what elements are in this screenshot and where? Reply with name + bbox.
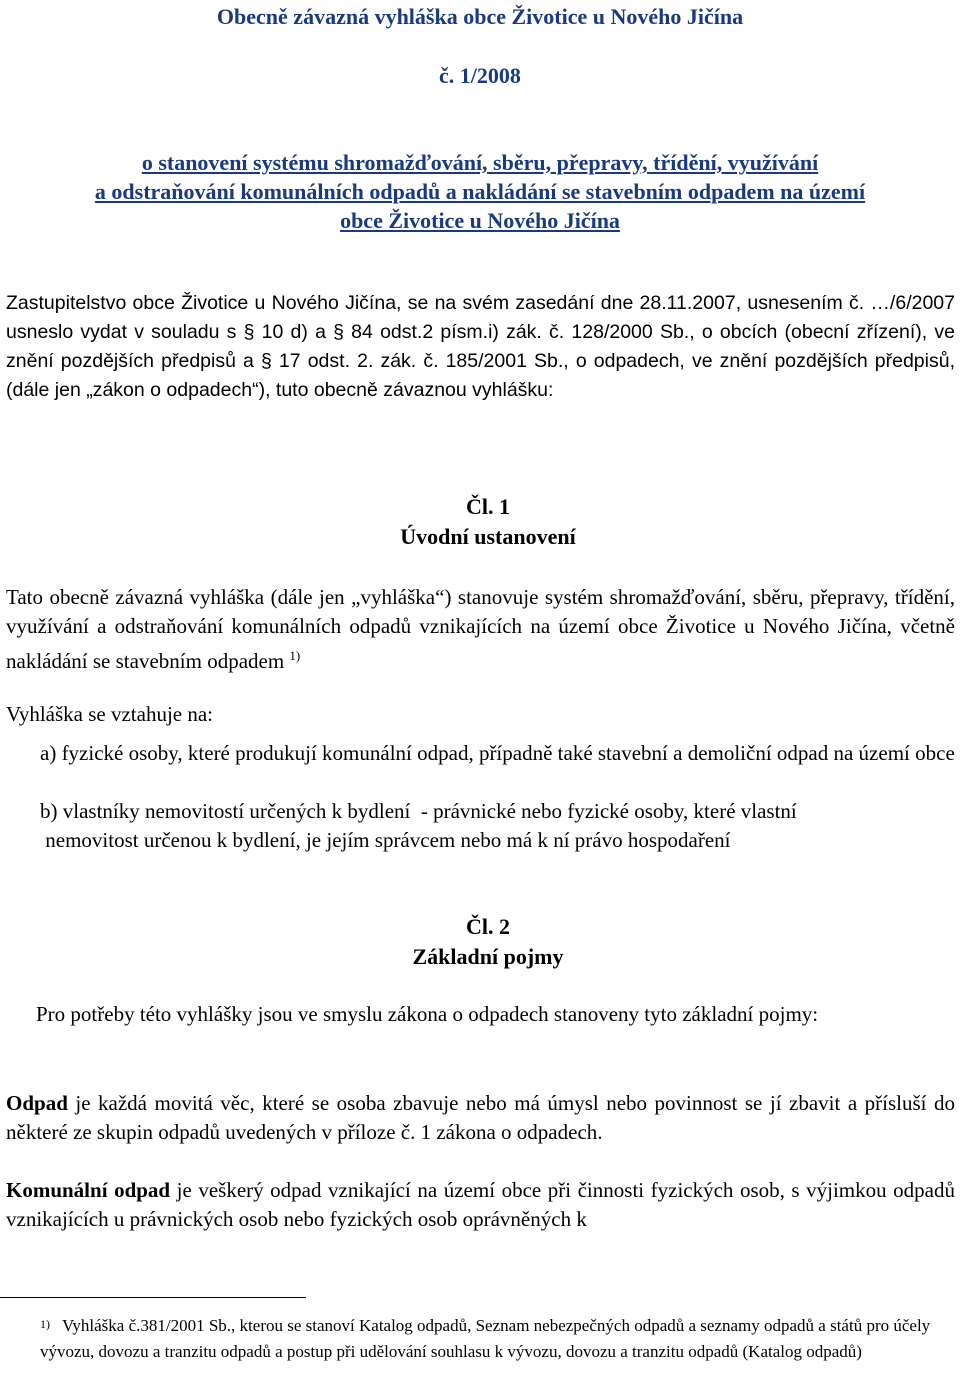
scope-label: Vyhláška se vztahuje na: — [6, 702, 214, 726]
footnote-divider — [0, 1297, 306, 1298]
article-1-intro — [6, 583, 955, 676]
definition-komunalni-odpad-text: je veškerý odpad vznikající na území obce při činnosti fyzických osob, s výjimkou odpadů vznikajících u právnických osob nebo fyzických osob oprávněných k — [6, 1178, 955, 1231]
scope-item-b-line-2: nemovitost určenou k bydlení, je jejím správcem nebo má k ní právo hospodaření — [40, 828, 731, 852]
article-1-title: Úvodní ustanovení — [400, 524, 576, 549]
document-title: Obecně závazná vyhláška obce Životice u Nového Jičína — [216, 4, 744, 29]
definition-odpad — [6, 1089, 955, 1147]
article-2-number: Čl. 2 — [466, 914, 510, 939]
document-number: č. 1/2008 — [439, 63, 521, 88]
definition-komunalni-odpad-term: Komunální odpad — [6, 1178, 171, 1202]
definition-komunalni-odpad — [6, 1176, 955, 1234]
definition-odpad-text: je každá movitá věc, které se osoba zbavuje nebo má úmysl nebo povinnost se jí zbavit a přísluší do některé ze skupin odpadů uvedených v příloze č. 1 zákona o odpadech. — [6, 1091, 955, 1144]
article-2-title: Základní pojmy — [412, 944, 564, 969]
subtitle-line-1: o stanovení systému shromažďování, sběru, přepravy, třídění, využívání — [141, 150, 819, 175]
subtitle-line-3: obce Životice u Nového Jičína — [340, 208, 620, 233]
scope-item-b-line-1: b) vlastníky nemovitostí určených k bydlení - právnické nebo fyzické osoby, které vlastní — [40, 799, 797, 823]
article-1-number: Čl. 1 — [466, 494, 510, 519]
article-1-intro-text: Tato obecně závazná vyhláška (dále jen „vyhláška“) stanovuje systém shromažďování, sběru, přepravy, třídění, využívání a odstraňování komunálních odpadů vznikajících na území obce Životice u Nového Jičína, včetně nakládání se stavebním odpadem — [6, 585, 955, 673]
footnote — [40, 1313, 940, 1365]
preamble-paragraph: Zastupitelstvo obce Životice u Nového Jičína, se na svém zasedání dne 28.11.2007, usnesením č. …/6/2007 usneslo vydat v souladu s § 10 d) a § 84 odst.2 písm.i) zák. č. 128/2000 Sb., o obcích (obecní zřízení), ve znění pozdějších předpisů a § 17 odst. 2. zák. č. 185/2001 Sb., o odpadech, ve znění pozdějších předpisů, (dále jen „zákon o odpadech“), tuto obecně závaznou vyhlášku: — [6, 292, 955, 401]
footnote-text: Vyhláška č.381/2001 Sb., kterou se stanoví Katalog odpadů, Seznam nebezpečných odpadů a seznamy odpadů a států pro účely vývozu, dovozu a tranzitu odpadů a postup při udělování souhlasu k vývozu, dovozu a tranzitu odpadů (Katalog odpadů) — [40, 1316, 931, 1361]
definition-odpad-term: Odpad — [6, 1091, 68, 1115]
article-2-intro: Pro potřeby této vyhlášky jsou ve smyslu zákona o odpadech stanoveny tyto základní pojmy: — [36, 1002, 819, 1026]
footnote-reference: 1) — [289, 648, 301, 663]
scope-item-a: a) fyzické osoby, které produkují komunální odpad, případně také stavební a demoliční odpad na území obce — [40, 741, 955, 765]
footnote-mark: 1) — [40, 1317, 50, 1331]
subtitle-line-2: a odstraňování komunálních odpadů a nakládání se stavebním odpadem na území — [94, 179, 866, 204]
